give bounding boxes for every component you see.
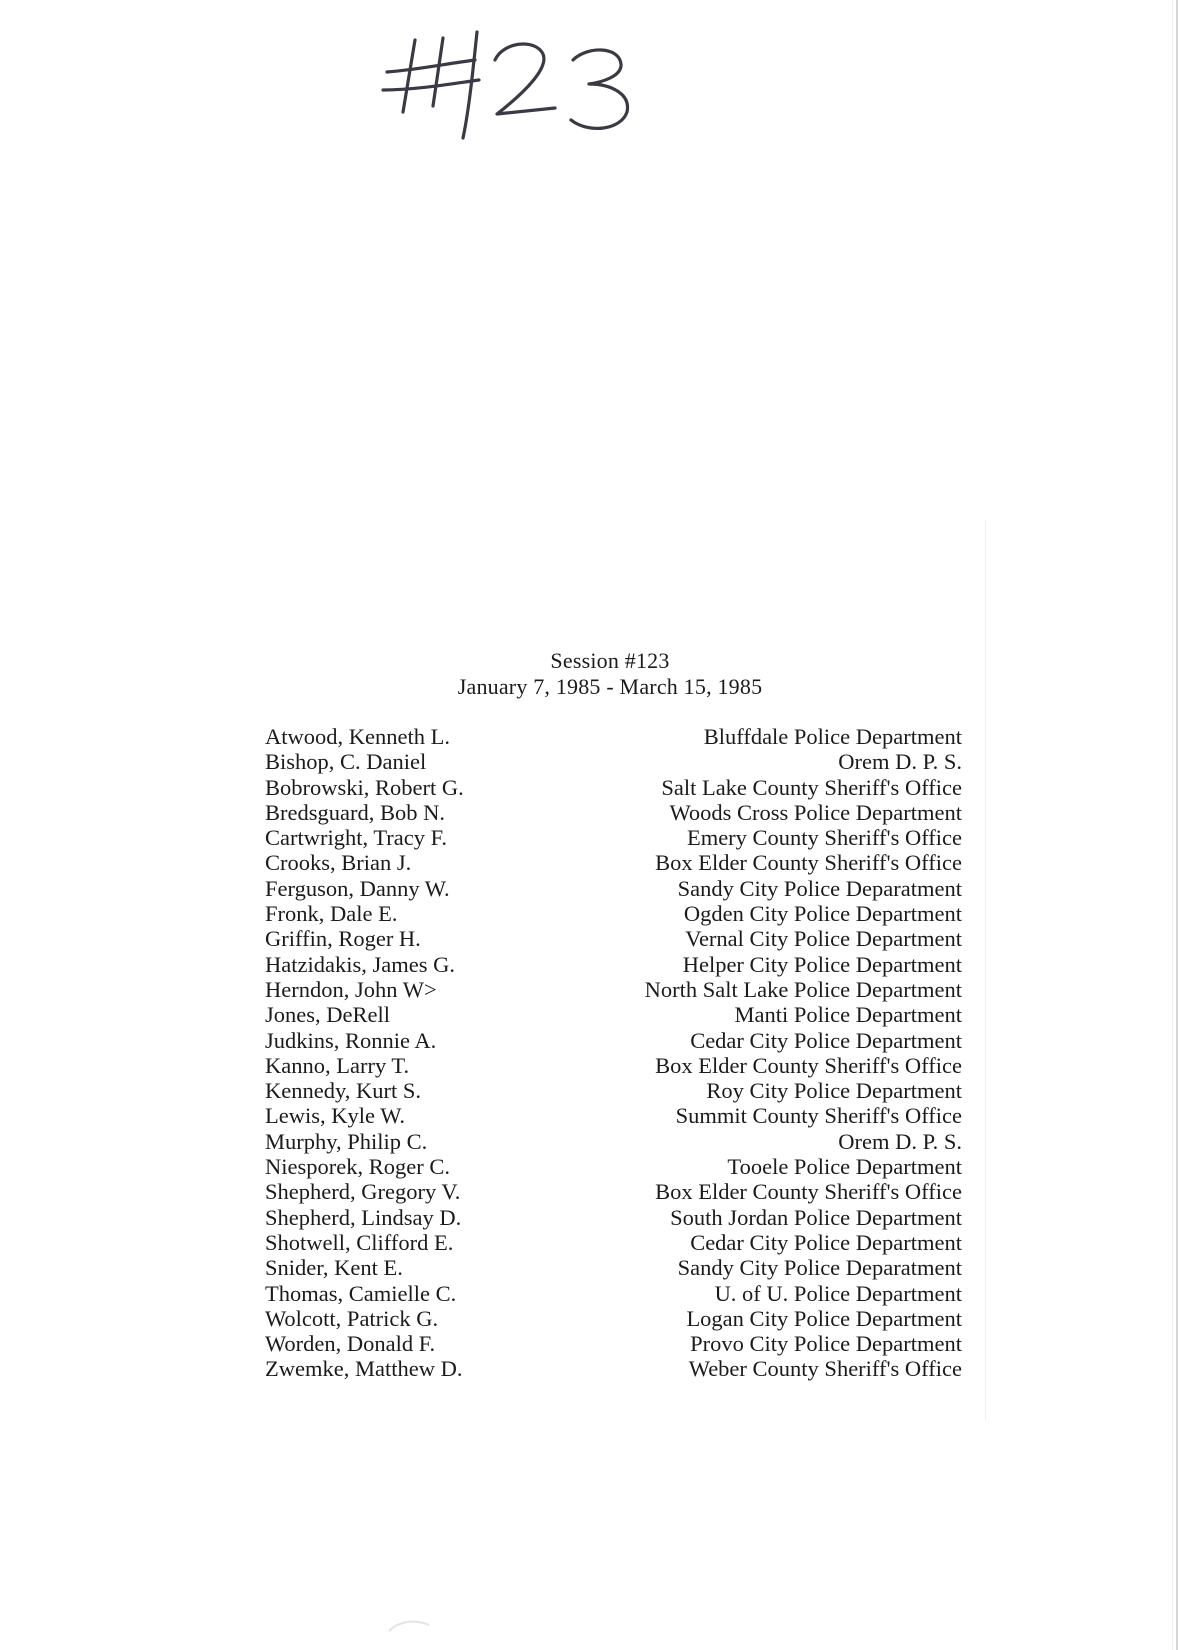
- roster-agency: Vernal City Police Department: [685, 926, 962, 952]
- roster-name: Niesporek, Roger C.: [265, 1154, 450, 1180]
- roster-row: [265, 724, 962, 749]
- roster-name: Griffin, Roger H.: [265, 926, 421, 952]
- page-edge-inner: [1172, 0, 1173, 1650]
- roster-row: [265, 1230, 962, 1255]
- roster-agency: Box Elder County Sheriff's Office: [655, 1179, 962, 1205]
- roster-name: Shepherd, Gregory V.: [265, 1179, 461, 1205]
- roster-agency: Ogden City Police Department: [683, 901, 962, 927]
- session-dates: January 7, 1985 - March 15, 1985: [457, 674, 763, 699]
- roster-name: Judkins, Ronnie A.: [265, 1027, 437, 1053]
- roster-row: [265, 850, 962, 875]
- roster-name: Ferguson, Danny W.: [265, 875, 450, 901]
- roster-agency: Tooele Police Department: [727, 1154, 962, 1180]
- roster-name: Worden, Donald F.: [265, 1331, 436, 1357]
- handwritten-mark-graphic: [375, 20, 675, 150]
- session-header: [0, 648, 1178, 700]
- roster-agency: North Salt Lake Police Department: [644, 976, 962, 1002]
- roster-agency: Box Elder County Sheriff's Office: [655, 850, 962, 876]
- roster-name: Crooks, Brian J.: [265, 850, 412, 876]
- roster-name: Fronk, Dale E.: [265, 901, 398, 927]
- roster-row: [265, 1078, 962, 1103]
- roster-agency: Cedar City Police Department: [690, 1229, 962, 1255]
- roster-agency: Orem D. P. S.: [838, 1128, 962, 1154]
- session-title: Session #123: [550, 648, 670, 673]
- roster-row: [265, 926, 962, 951]
- roster-agency: Sandy City Police Deparatment: [677, 875, 962, 901]
- roster-row: [265, 1205, 962, 1230]
- roster-agency: Summit County Sheriff's Office: [675, 1103, 962, 1129]
- roster-agency: Weber County Sheriff's Office: [688, 1356, 962, 1382]
- roster-row: [265, 1179, 962, 1204]
- roster-row: [265, 1028, 962, 1053]
- roster-agency: Roy City Police Department: [706, 1078, 962, 1104]
- roster-name: Cartwright, Tracy F.: [265, 825, 447, 851]
- roster-row: [265, 825, 962, 850]
- roster-name: Bredsguard, Bob N.: [265, 799, 445, 825]
- roster-name: Atwood, Kenneth L.: [265, 724, 450, 749]
- roster-row: [265, 800, 962, 825]
- roster-agency: Provo City Police Department: [690, 1331, 962, 1357]
- roster-name: Kennedy, Kurt S.: [265, 1078, 422, 1104]
- roster-row: [265, 977, 962, 1002]
- roster-row: [265, 775, 962, 800]
- roster-agency: Cedar City Police Department: [690, 1027, 962, 1053]
- roster-row: [265, 1281, 962, 1306]
- roster-row: [265, 1331, 962, 1356]
- roster-name: Wolcott, Patrick G.: [265, 1305, 439, 1331]
- roster-name: Lewis, Kyle W.: [265, 1103, 405, 1129]
- roster-row: [265, 749, 962, 774]
- handwritten-session-number: [375, 20, 675, 150]
- roster-name: Shepherd, Lindsay D.: [265, 1204, 462, 1230]
- roster-name: Murphy, Philip C.: [265, 1128, 428, 1154]
- roster-row: [265, 1356, 962, 1381]
- roster-name: Bobrowski, Robert G.: [265, 774, 464, 800]
- roster-agency: Emery County Sheriff's Office: [686, 825, 962, 851]
- roster-row: [265, 1255, 962, 1280]
- roster-row: [265, 1306, 962, 1331]
- roster-agency: Orem D. P. S.: [838, 749, 962, 775]
- roster-name: Shotwell, Clifford E.: [265, 1229, 454, 1255]
- roster-row: [265, 1103, 962, 1128]
- roster-name: Bishop, C. Daniel: [265, 749, 427, 775]
- roster-row: [265, 1154, 962, 1179]
- roster-row: [265, 952, 962, 977]
- roster-agency: Woods Cross Police Department: [669, 799, 962, 825]
- roster-name: Herndon, John W>: [265, 976, 437, 1002]
- roster-row: [265, 901, 962, 926]
- roster-agency: South Jordan Police Department: [670, 1204, 962, 1230]
- roster-list: [265, 724, 962, 1382]
- roster-name: Kanno, Larry T.: [265, 1052, 410, 1078]
- roster-row: [265, 1129, 962, 1154]
- roster-name: Thomas, Camielle C.: [265, 1280, 457, 1306]
- paper-smudge: [385, 1615, 445, 1635]
- roster-agency: Sandy City Police Deparatment: [677, 1255, 962, 1281]
- roster-name: Jones, DeRell: [265, 1002, 390, 1028]
- roster-row: [265, 876, 962, 901]
- roster-agency: Bluffdale Police Department: [703, 724, 962, 749]
- roster-row: [265, 1002, 962, 1027]
- roster-row: [265, 1053, 962, 1078]
- roster-name: Zwemke, Matthew D.: [265, 1356, 463, 1382]
- roster-agency: Helper City Police Department: [682, 951, 962, 977]
- roster-agency: Box Elder County Sheriff's Office: [655, 1052, 962, 1078]
- roster-name: Hatzidakis, James G.: [265, 951, 455, 977]
- roster-agency: U. of U. Police Department: [714, 1280, 962, 1306]
- roster-agency: Logan City Police Department: [686, 1305, 962, 1331]
- roster-agency: Salt Lake County Sheriff's Office: [661, 774, 962, 800]
- roster-agency: Manti Police Department: [734, 1002, 962, 1028]
- roster-name: Snider, Kent E.: [265, 1255, 403, 1281]
